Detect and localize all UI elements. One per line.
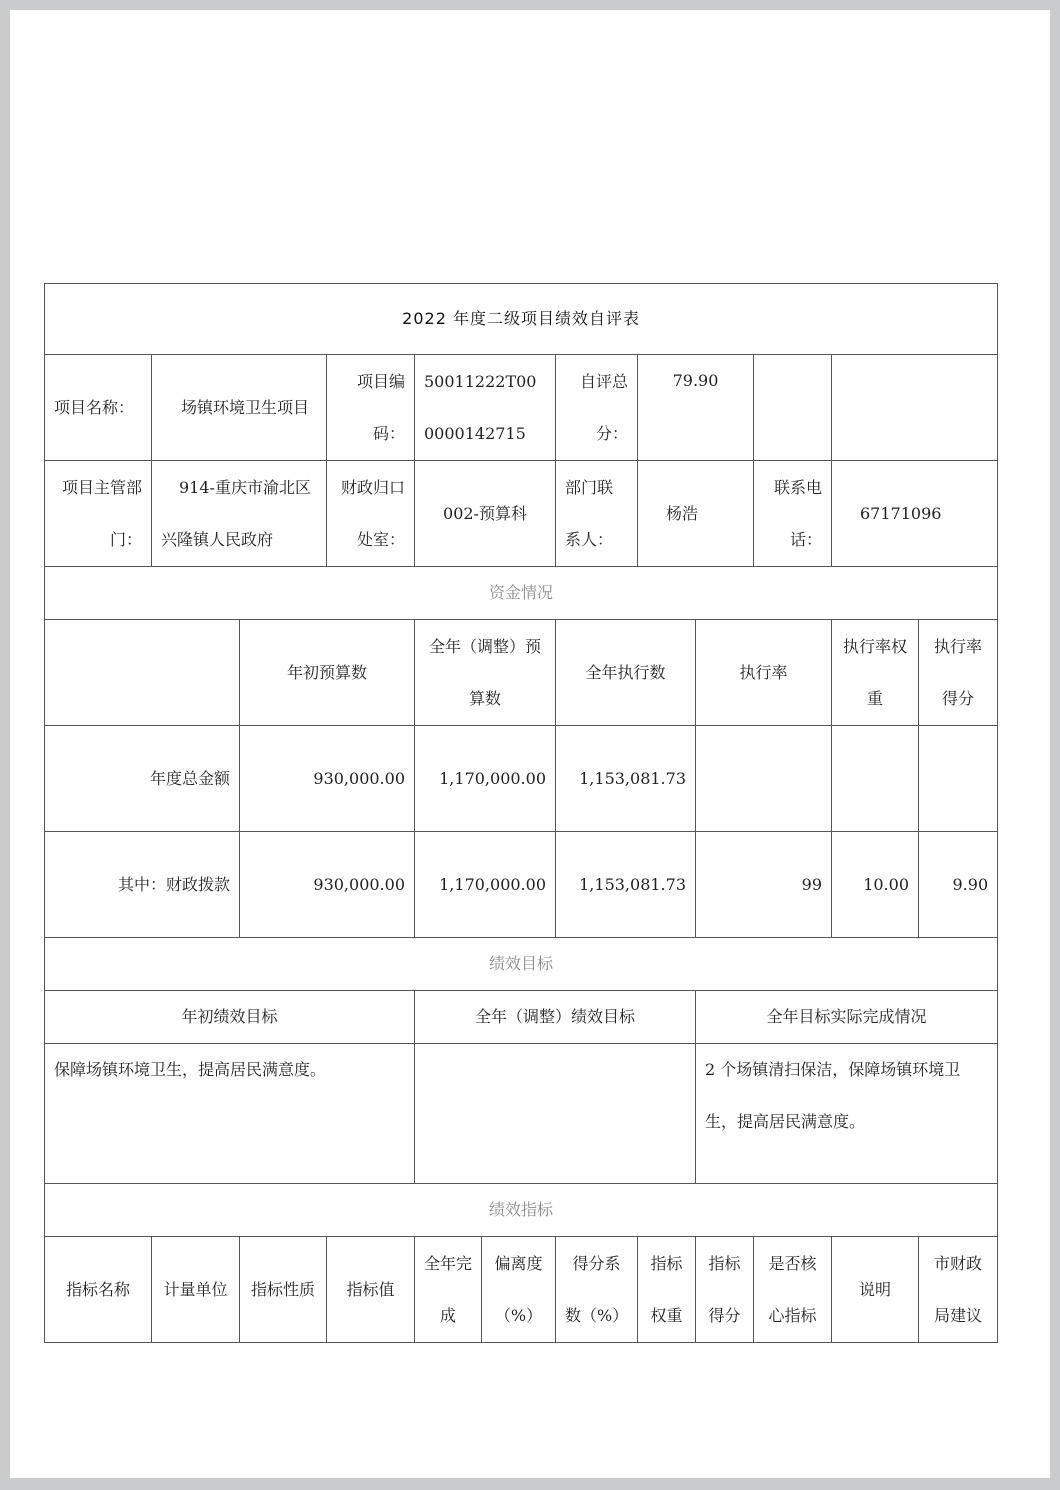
funds-cell: 930,000.00: [240, 726, 415, 832]
project-code-label: 项目编码：: [327, 355, 415, 461]
funds-section-title: 资金情况: [45, 567, 998, 620]
project-name-value: 场镇环境卫生项目: [152, 355, 327, 461]
funds-row-label: 其中：财政拨款: [45, 832, 240, 938]
contact-label: 部门联系人：: [556, 461, 638, 567]
phone-label: 联系电话：: [754, 461, 832, 567]
project-name-label: 项目名称：: [45, 355, 152, 461]
funds-header-cell: 全年执行数: [556, 620, 696, 726]
table-row: [45, 832, 998, 938]
funds-header-cell: 全年（调整）预算数: [415, 620, 556, 726]
indicator-header-cell: 市财政局建议: [919, 1237, 998, 1343]
funds-cell: [919, 726, 998, 832]
goals-header-cell: 年初绩效目标: [45, 991, 415, 1044]
empty-cell: [832, 355, 998, 461]
actual-completion-text: 2 个场镇清扫保洁，保障场镇环境卫生，提高居民满意度。: [696, 1044, 998, 1184]
empty-cell: [754, 355, 832, 461]
finance-office-label: 财政归口处室：: [327, 461, 415, 567]
finance-office-value: 002-预算科: [415, 461, 556, 567]
indicator-header-cell: 指标值: [327, 1237, 415, 1343]
indicator-header-cell: 说明: [832, 1237, 919, 1343]
indicator-header-cell: 是否核心指标: [754, 1237, 832, 1343]
funds-cell: 1,170,000.00: [415, 832, 556, 938]
project-code-value: 50011222T000000142715: [415, 355, 556, 461]
funds-cell: 930,000.00: [240, 832, 415, 938]
self-score-value: 79.90: [638, 355, 754, 461]
dept-value: 914-重庆市渝北区兴隆镇人民政府: [152, 461, 327, 567]
table-row: [45, 726, 998, 832]
funds-header-cell: 年初预算数: [240, 620, 415, 726]
page-title: 2022 年度二级项目绩效自评表: [45, 284, 998, 355]
self-score-label: 自评总分：: [556, 355, 638, 461]
goals-header-cell: 全年（调整）绩效目标: [415, 991, 696, 1044]
phone-value: 67171096: [832, 461, 998, 567]
performance-self-evaluation-table: [44, 283, 998, 1343]
indicator-header-cell: 偏离度（%）: [482, 1237, 556, 1343]
adjusted-goal-text: [415, 1044, 696, 1184]
indicator-header-cell: 计量单位: [152, 1237, 240, 1343]
indicator-header-cell: 全年完成: [415, 1237, 482, 1343]
contact-value: 杨浩: [638, 461, 754, 567]
funds-row-label: 年度总金额: [45, 726, 240, 832]
initial-goal-text: 保障场镇环境卫生，提高居民满意度。: [45, 1044, 415, 1184]
funds-cell: 10.00: [832, 832, 919, 938]
funds-cell: [832, 726, 919, 832]
funds-cell: 1,170,000.00: [415, 726, 556, 832]
goals-header-cell: 全年目标实际完成情况: [696, 991, 998, 1044]
indicator-header-cell: 指标权重: [638, 1237, 696, 1343]
funds-cell: [696, 726, 832, 832]
indicator-header-cell: 得分系数（%）: [556, 1237, 638, 1343]
funds-cell: 1,153,081.73: [556, 726, 696, 832]
goals-section-title: 绩效目标: [45, 938, 998, 991]
funds-cell: 99: [696, 832, 832, 938]
funds-cell: 1,153,081.73: [556, 832, 696, 938]
indicators-section-title: 绩效指标: [45, 1184, 998, 1237]
funds-cell: 9.90: [919, 832, 998, 938]
funds-header-cell: 执行率得分: [919, 620, 998, 726]
funds-header-cell: 执行率权重: [832, 620, 919, 726]
funds-header-cell: 执行率: [696, 620, 832, 726]
indicator-header-cell: 指标得分: [696, 1237, 754, 1343]
funds-header-cell: [45, 620, 240, 726]
indicator-header-cell: 指标名称: [45, 1237, 152, 1343]
dept-label: 项目主管部门：: [45, 461, 152, 567]
indicator-header-cell: 指标性质: [240, 1237, 327, 1343]
